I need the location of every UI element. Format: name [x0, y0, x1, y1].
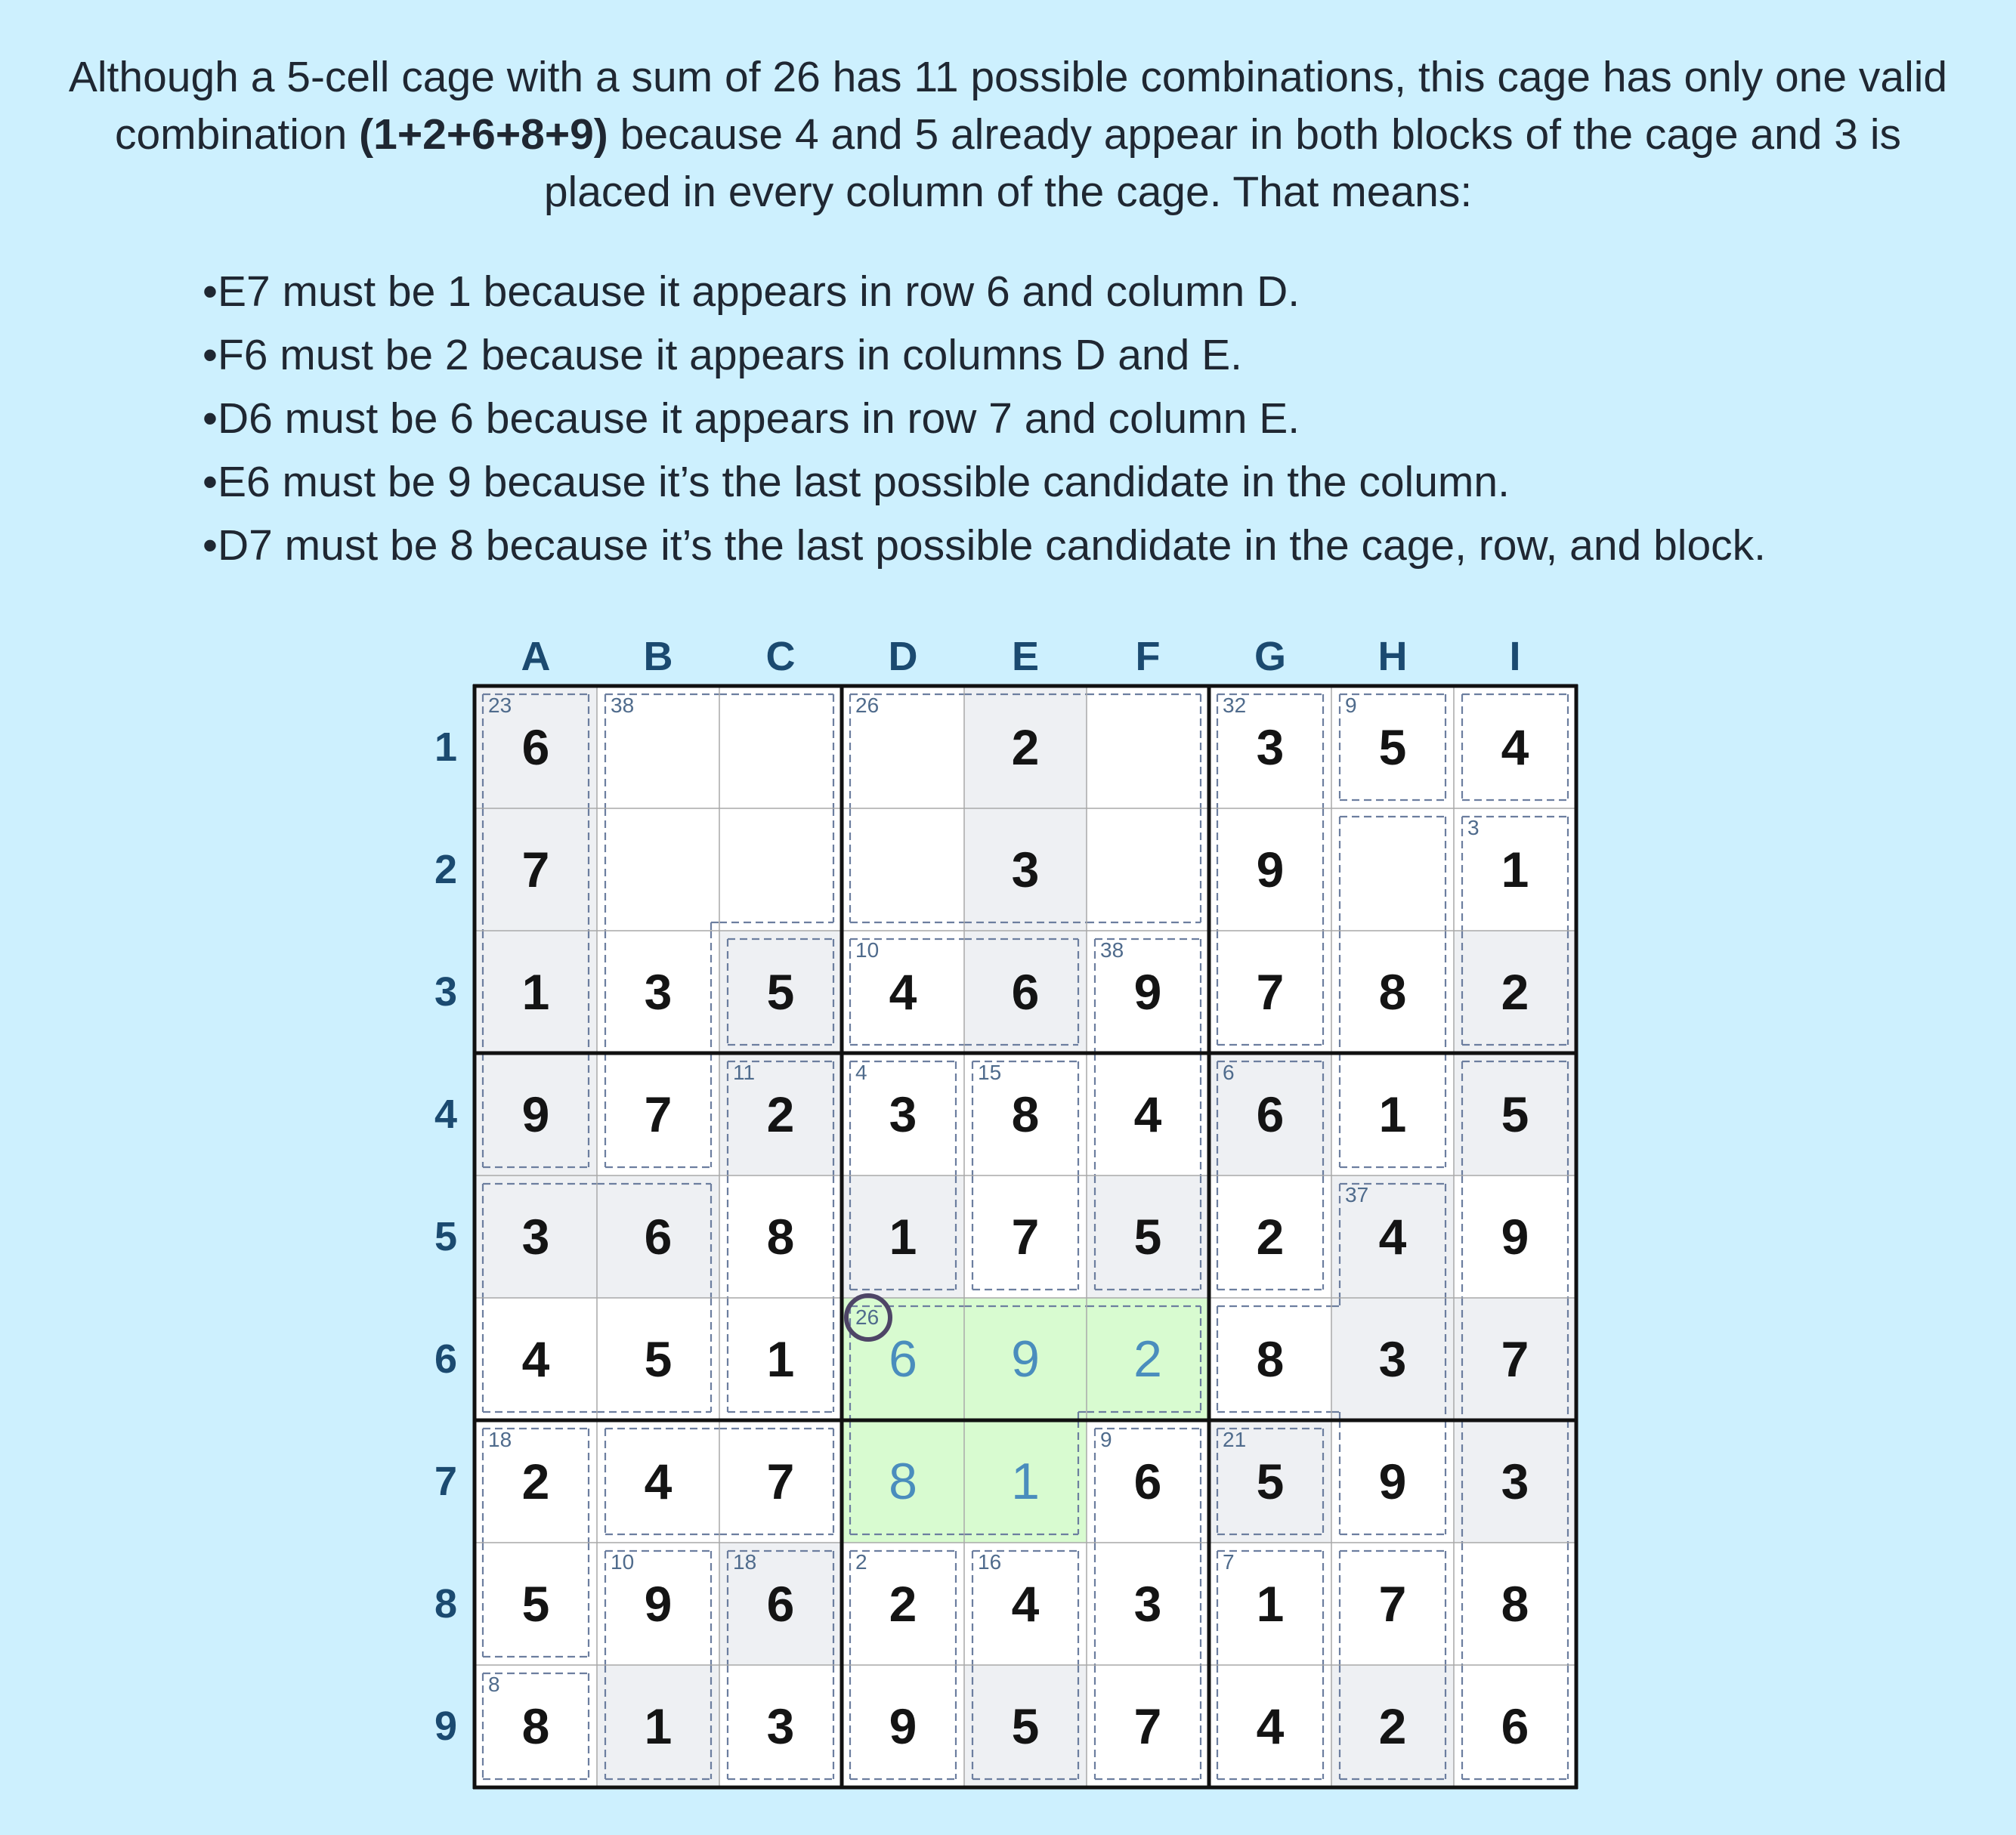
cell-digit: 4 — [1501, 719, 1529, 775]
cell-digit: 4 — [1011, 1576, 1040, 1632]
column-label-d: D — [888, 634, 918, 679]
cell-digit: 5 — [1133, 1209, 1162, 1265]
cage-sum-b8: 10 — [611, 1550, 635, 1574]
intro-text-after: because 4 and 5 already appear in both blocks of the cage and 3 is placed in every column of the cage. That means: — [543, 110, 1901, 216]
row-label-8: 8 — [434, 1581, 458, 1626]
cell-digit: 5 — [1011, 1698, 1040, 1754]
column-label-f: F — [1135, 634, 1161, 679]
row-label-7: 7 — [434, 1459, 458, 1504]
row-label-9: 9 — [434, 1704, 458, 1749]
cell-digit: 7 — [1133, 1698, 1162, 1754]
column-label-b: B — [643, 634, 673, 679]
cell-digit: 7 — [1256, 964, 1285, 1020]
cage-sum-g1: 32 — [1223, 694, 1247, 717]
deduction-item: •E6 must be 9 because it’s the last possible candidate in the column. — [203, 458, 1510, 506]
column-label-h: H — [1377, 634, 1408, 679]
cell-digit: 5 — [1256, 1453, 1285, 1509]
cell-digit: 4 — [521, 1331, 550, 1387]
cell-digit: 9 — [1011, 1330, 1040, 1388]
cage-sum-f7: 9 — [1100, 1428, 1112, 1451]
cage-sum-e4: 15 — [978, 1061, 1002, 1084]
column-label-a: A — [521, 634, 551, 679]
row-label-4: 4 — [434, 1092, 458, 1137]
cell-digit: 5 — [766, 964, 795, 1020]
cell-digit: 2 — [1256, 1209, 1285, 1265]
cell-digit: 3 — [1256, 719, 1285, 775]
valid-combination: (1+2+6+8+9) — [359, 110, 608, 159]
cell-digit: 3 — [1501, 1453, 1529, 1509]
cell-digit: 4 — [1378, 1209, 1407, 1265]
cell-digit: 7 — [1501, 1331, 1529, 1387]
cage-sum-f3: 38 — [1100, 938, 1124, 962]
cage-sum-b1: 38 — [611, 694, 635, 717]
cell-digit: 5 — [521, 1576, 550, 1632]
row-label-6: 6 — [434, 1336, 458, 1382]
cage-sum-i2: 3 — [1467, 816, 1480, 839]
cell-digit: 8 — [1011, 1086, 1040, 1142]
cell-digit: 6 — [1011, 964, 1040, 1020]
cell-digit: 1 — [889, 1209, 917, 1265]
cage-sum-d1: 26 — [855, 694, 880, 717]
cell-digit: 9 — [889, 1698, 917, 1754]
cell-digit: 5 — [1378, 719, 1407, 775]
cell-digit: 3 — [766, 1698, 795, 1754]
cell-digit: 3 — [521, 1209, 550, 1265]
cell-digit: 1 — [1256, 1576, 1285, 1632]
cell-digit: 5 — [644, 1331, 673, 1387]
cell-digit: 2 — [889, 1576, 917, 1632]
cage-sum-c8: 18 — [733, 1550, 757, 1574]
cage-sum-a7: 18 — [488, 1428, 512, 1451]
cell-digit: 9 — [1501, 1209, 1529, 1265]
explanation-paragraph — [68, 48, 1948, 221]
cell-digit: 8 — [1501, 1576, 1529, 1632]
cell-digit: 9 — [1133, 964, 1162, 1020]
cell-digit: 6 — [889, 1330, 917, 1388]
cell-digit: 4 — [1133, 1086, 1162, 1142]
cage-sum-d4: 4 — [855, 1061, 867, 1084]
cage-sum-g7: 21 — [1223, 1428, 1247, 1451]
cell-digit: 3 — [644, 964, 673, 1020]
row-label-3: 3 — [434, 969, 458, 1015]
cell-digit: 6 — [766, 1576, 795, 1632]
cell-digit: 1 — [1501, 842, 1529, 897]
cage-sum-h1: 9 — [1345, 694, 1357, 717]
cell-digit: 6 — [1501, 1698, 1529, 1754]
cell-digit: 3 — [1378, 1331, 1407, 1387]
column-label-i: I — [1509, 634, 1521, 679]
cell-digit: 3 — [1011, 842, 1040, 897]
cell-digit: 2 — [1133, 1330, 1162, 1388]
cell-digit: 3 — [1133, 1576, 1162, 1632]
cell-digit: 1 — [1011, 1453, 1040, 1510]
cell-digit: 9 — [644, 1576, 673, 1632]
cell-digit: 7 — [521, 842, 550, 897]
cell-digit: 8 — [1378, 964, 1407, 1020]
cell-digit: 2 — [766, 1086, 795, 1142]
cell-digit: 9 — [521, 1086, 550, 1142]
cell-digit: 6 — [1133, 1453, 1162, 1509]
cell-digit: 2 — [1378, 1698, 1407, 1754]
cage-sum-g8: 7 — [1223, 1550, 1235, 1574]
focus-cage-ring — [846, 1296, 890, 1339]
column-label-g: G — [1254, 634, 1286, 679]
cell-digit: 6 — [644, 1209, 673, 1265]
cell-digit: 1 — [521, 964, 550, 1020]
cage-sum-a1: 23 — [488, 694, 512, 717]
cell-digit: 9 — [1256, 842, 1285, 897]
cell-digit: 7 — [1378, 1576, 1407, 1632]
cell-digit: 6 — [521, 719, 550, 775]
cage-sum-d6: 26 — [855, 1305, 880, 1329]
cell-digit: 4 — [889, 964, 917, 1020]
cage-sum-h5: 37 — [1345, 1183, 1369, 1206]
cell-digit: 7 — [644, 1086, 673, 1142]
cage-sum-d8: 2 — [855, 1550, 867, 1574]
killer-sudoku-grid — [475, 686, 1578, 1789]
cell-digit: 2 — [1011, 719, 1040, 775]
cell-digit: 8 — [1256, 1331, 1285, 1387]
cage-sum-c4: 11 — [733, 1061, 756, 1084]
cell-digit: 8 — [521, 1698, 550, 1754]
deduction-item: •D7 must be 8 because it’s the last possible candidate in the cage, row, and block. — [203, 521, 1766, 570]
row-label-1: 1 — [434, 724, 458, 770]
cell-digit: 2 — [1501, 964, 1529, 1020]
deduction-item: •F6 must be 2 because it appears in columns D and E. — [203, 331, 1243, 379]
column-label-c: C — [765, 634, 796, 679]
row-label-5: 5 — [434, 1214, 458, 1259]
cell-digit: 8 — [889, 1453, 917, 1510]
cell-digit: 1 — [1378, 1086, 1407, 1142]
cell-digit: 6 — [1256, 1086, 1285, 1142]
cell-digit: 4 — [644, 1453, 673, 1509]
column-label-e: E — [1011, 634, 1040, 679]
cell-digit: 1 — [644, 1698, 673, 1754]
cage-sum-e8: 16 — [978, 1550, 1002, 1574]
intro-text-before: Although a 5-cell cage with a sum of 26 has 11 possible combinations, this cage has only one valid combination — [68, 53, 1948, 159]
deduction-item: •E7 must be 1 because it appears in row 6 and column D. — [203, 267, 1300, 316]
deduction-list — [203, 260, 1766, 577]
cell-digit: 9 — [1378, 1453, 1407, 1509]
cell-digit: 4 — [1256, 1698, 1285, 1754]
cage-sum-a9: 8 — [488, 1673, 500, 1696]
cage-sum-g4: 6 — [1223, 1061, 1235, 1084]
cell-digit: 2 — [521, 1453, 550, 1509]
cage-sum-d3: 10 — [855, 938, 880, 962]
cell-digit: 1 — [766, 1331, 795, 1387]
cell-digit: 3 — [889, 1086, 917, 1142]
cell-digit: 7 — [1011, 1209, 1040, 1265]
grid-lines — [472, 684, 1578, 1790]
cell-digit: 7 — [766, 1453, 795, 1509]
cell-digit: 8 — [766, 1209, 795, 1265]
cell-digit: 5 — [1501, 1086, 1529, 1142]
deduction-item: •D6 must be 6 because it appears in row 7 and column E. — [203, 394, 1300, 443]
row-label-2: 2 — [434, 847, 458, 892]
